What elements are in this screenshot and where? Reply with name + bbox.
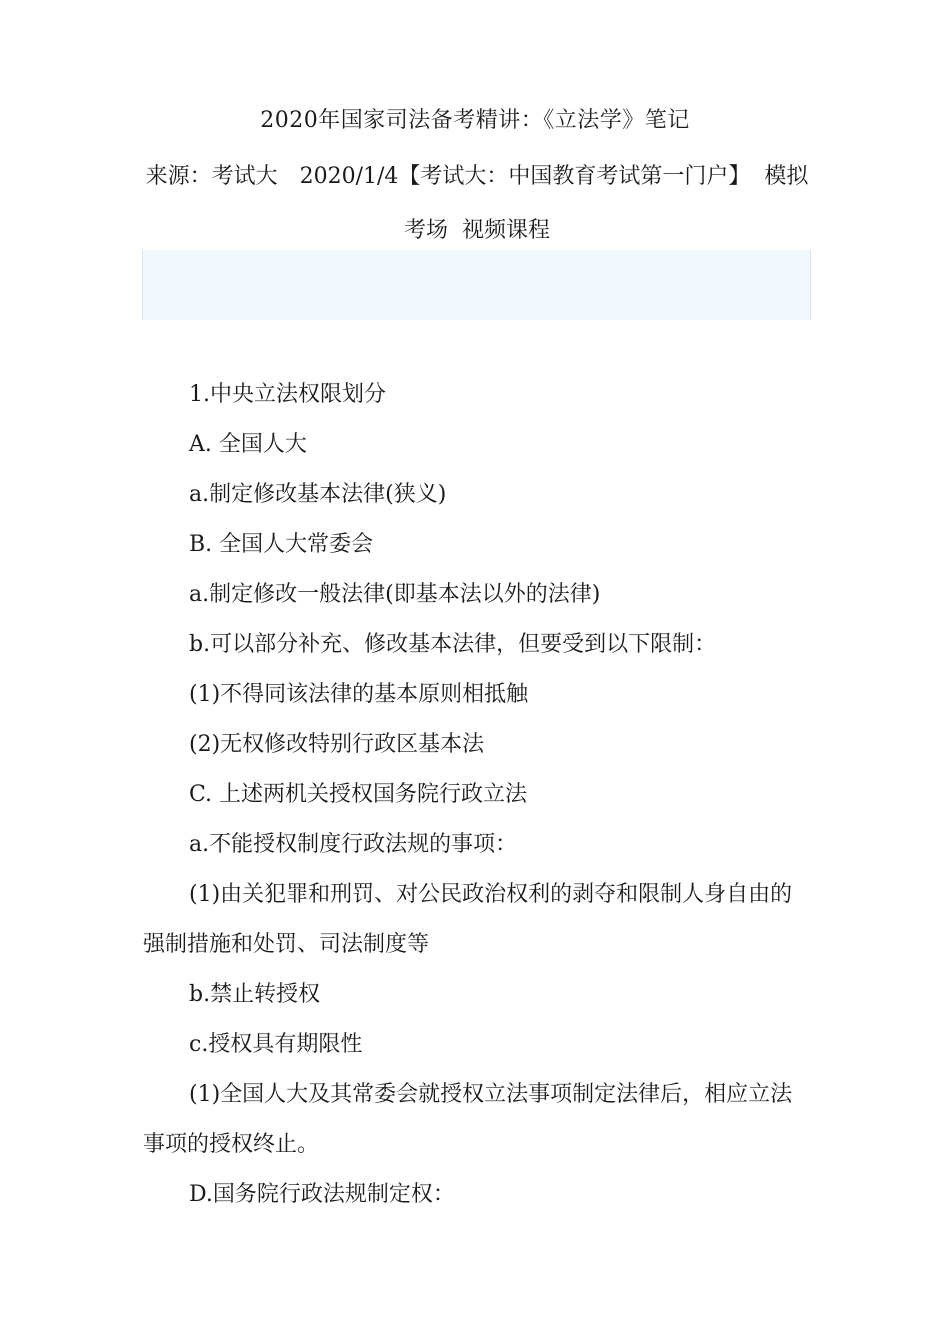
paragraph: a.制定修改一般法律(即基本法以外的法律) — [189, 582, 601, 607]
paragraph: D.国务院行政法规制定权： — [189, 1182, 455, 1207]
paragraph: 1.中央立法权限划分 — [189, 382, 386, 407]
paragraph: c.授权具有期限性 — [189, 1032, 363, 1057]
site-tag-link[interactable]: 【考试大：中国教育考试第一门户】 — [398, 164, 751, 189]
paragraph: b.禁止转授权 — [189, 982, 321, 1007]
mock-exam-link[interactable]: 模拟考场 — [403, 164, 809, 243]
paragraph: A. 全国人大 — [189, 432, 307, 457]
paragraph: (1)由关犯罪和刑罚、对公民政治权利的剥夺和限制人身自由的强制措施和处罚、司法制度等 — [143, 882, 793, 957]
document-body — [143, 370, 811, 1220]
paragraph: a.不能授权制度行政法规的事项： — [189, 832, 518, 857]
paragraph: (2)无权修改特别行政区基本法 — [189, 732, 485, 757]
paragraph: (1)全国人大及其常委会就授权立法事项制定法律后，相应立法事项的授权终止。 — [143, 1082, 793, 1157]
paragraph: b.可以部分补充、修改基本法律，但要受到以下限制： — [189, 632, 717, 657]
publish-date: 2020/1/4 — [299, 164, 399, 189]
paragraph: a.制定修改基本法律(狭义) — [189, 482, 447, 507]
paragraph: C. 上述两机关授权国务院行政立法 — [189, 782, 528, 807]
document-meta — [143, 150, 811, 258]
paragraph: B. 全国人大常委会 — [189, 532, 374, 557]
paragraph: (1)不得同该法律的基本原则相抵触 — [189, 682, 529, 707]
document-title: 2020年国家司法备考精讲：《立法学》笔记 — [260, 108, 690, 133]
ad-banner — [142, 250, 811, 320]
video-course-link[interactable]: 视频课程 — [462, 218, 551, 243]
source-label: 来源：考试大 — [145, 164, 278, 189]
